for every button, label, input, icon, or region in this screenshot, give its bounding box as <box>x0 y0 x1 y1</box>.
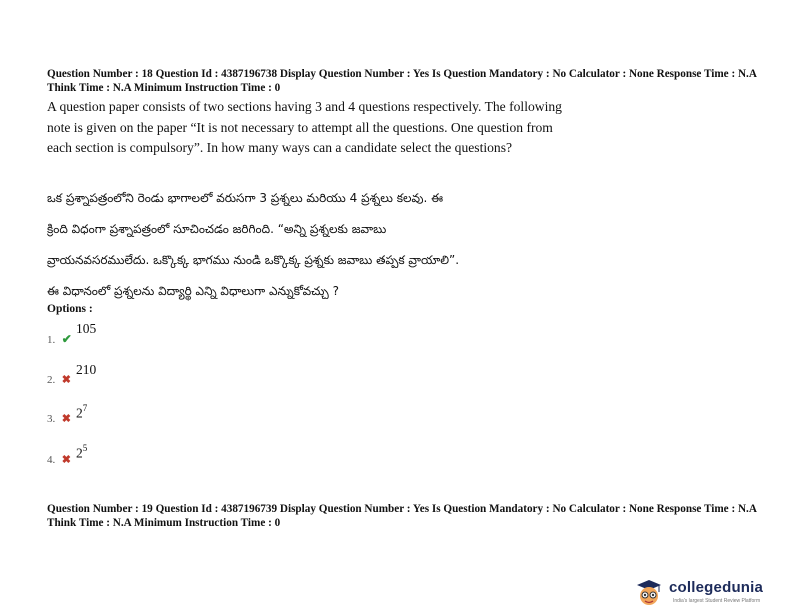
option-value-base: 105 <box>76 321 97 336</box>
logo-wordmark: collegedunia <box>669 579 764 596</box>
option-number: 1. <box>47 334 56 346</box>
option-4 <box>47 453 71 466</box>
option-2 <box>47 373 71 386</box>
wrong-cross-icon: ✖ <box>61 454 71 466</box>
collegedunia-logo <box>633 578 764 608</box>
option-1-value <box>76 321 96 337</box>
telugu-line: ఒక ప్రశ్నాపత్రంలోని రెండు భాగాలలో వరుసగా 3 ప్రశ్నలు మరియు 4 ప్రశ్నలు కలవు. ఈ <box>47 191 444 205</box>
telugu-line: క్రింది విధంగా ప్రశ్నాపత్రంలో సూచించడం జరిగింది. “అన్ని ప్రశ్నలకు జవాబు <box>47 222 387 236</box>
question-18-telugu-text <box>47 183 587 307</box>
option-3-value <box>76 404 87 422</box>
option-value-exponent: 5 <box>82 443 88 453</box>
logo-tagline: India's largest Student Review Platform <box>673 598 761 604</box>
option-1 <box>47 332 72 347</box>
correct-check-icon: ✔ <box>61 332 72 346</box>
telugu-line: ఈ విధానంలో ప్రశ్నలను విద్యార్థి ఎన్ని విధాలుగా ఎన్నుకోవచ్చు ? <box>47 284 339 298</box>
option-2-value <box>76 362 96 378</box>
option-4-value <box>76 444 87 462</box>
question-19-metadata: Question Number : 19 Question Id : 4387196739 Display Question Number : Yes Is Question Mandatory : No Calculator : None Response Time : N.A Think Time : N.A Minimum Instruction Time : 0 <box>47 503 757 529</box>
options-heading: Options : <box>47 303 93 315</box>
option-value-base: 2 <box>76 405 83 421</box>
option-value-exponent: 7 <box>82 403 88 413</box>
option-number: 4. <box>47 454 56 466</box>
graduate-mascot-icon <box>633 578 667 608</box>
option-value-base: 210 <box>76 362 97 377</box>
option-number: 3. <box>47 413 56 425</box>
option-number: 2. <box>47 374 56 386</box>
wrong-cross-icon: ✖ <box>61 413 71 425</box>
option-value-base: 2 <box>76 445 83 461</box>
telugu-line: వ్రాయనవసరములేదు. ఒక్కొక్క భాగము నుండి ఒక్కొక్క ప్రశ్నకు జవాబు తప్పక వ్రాయాలి”. <box>47 253 460 267</box>
wrong-cross-icon: ✖ <box>61 374 71 386</box>
option-3 <box>47 412 71 425</box>
question-18-metadata: Question Number : 18 Question Id : 4387196738 Display Question Number : Yes Is Question Mandatory : No Calculator : None Response Time : N.A Think Time : N.A Minimum Instruction Time : 0 <box>47 68 757 94</box>
question-18-english-text: A question paper consists of two sections having 3 and 4 questions respectively. The following note is given on the paper “It is not necessary to attempt all the questions. One question from each section is compulsory”. In how many ways can a candidate select the questions? <box>47 99 562 156</box>
